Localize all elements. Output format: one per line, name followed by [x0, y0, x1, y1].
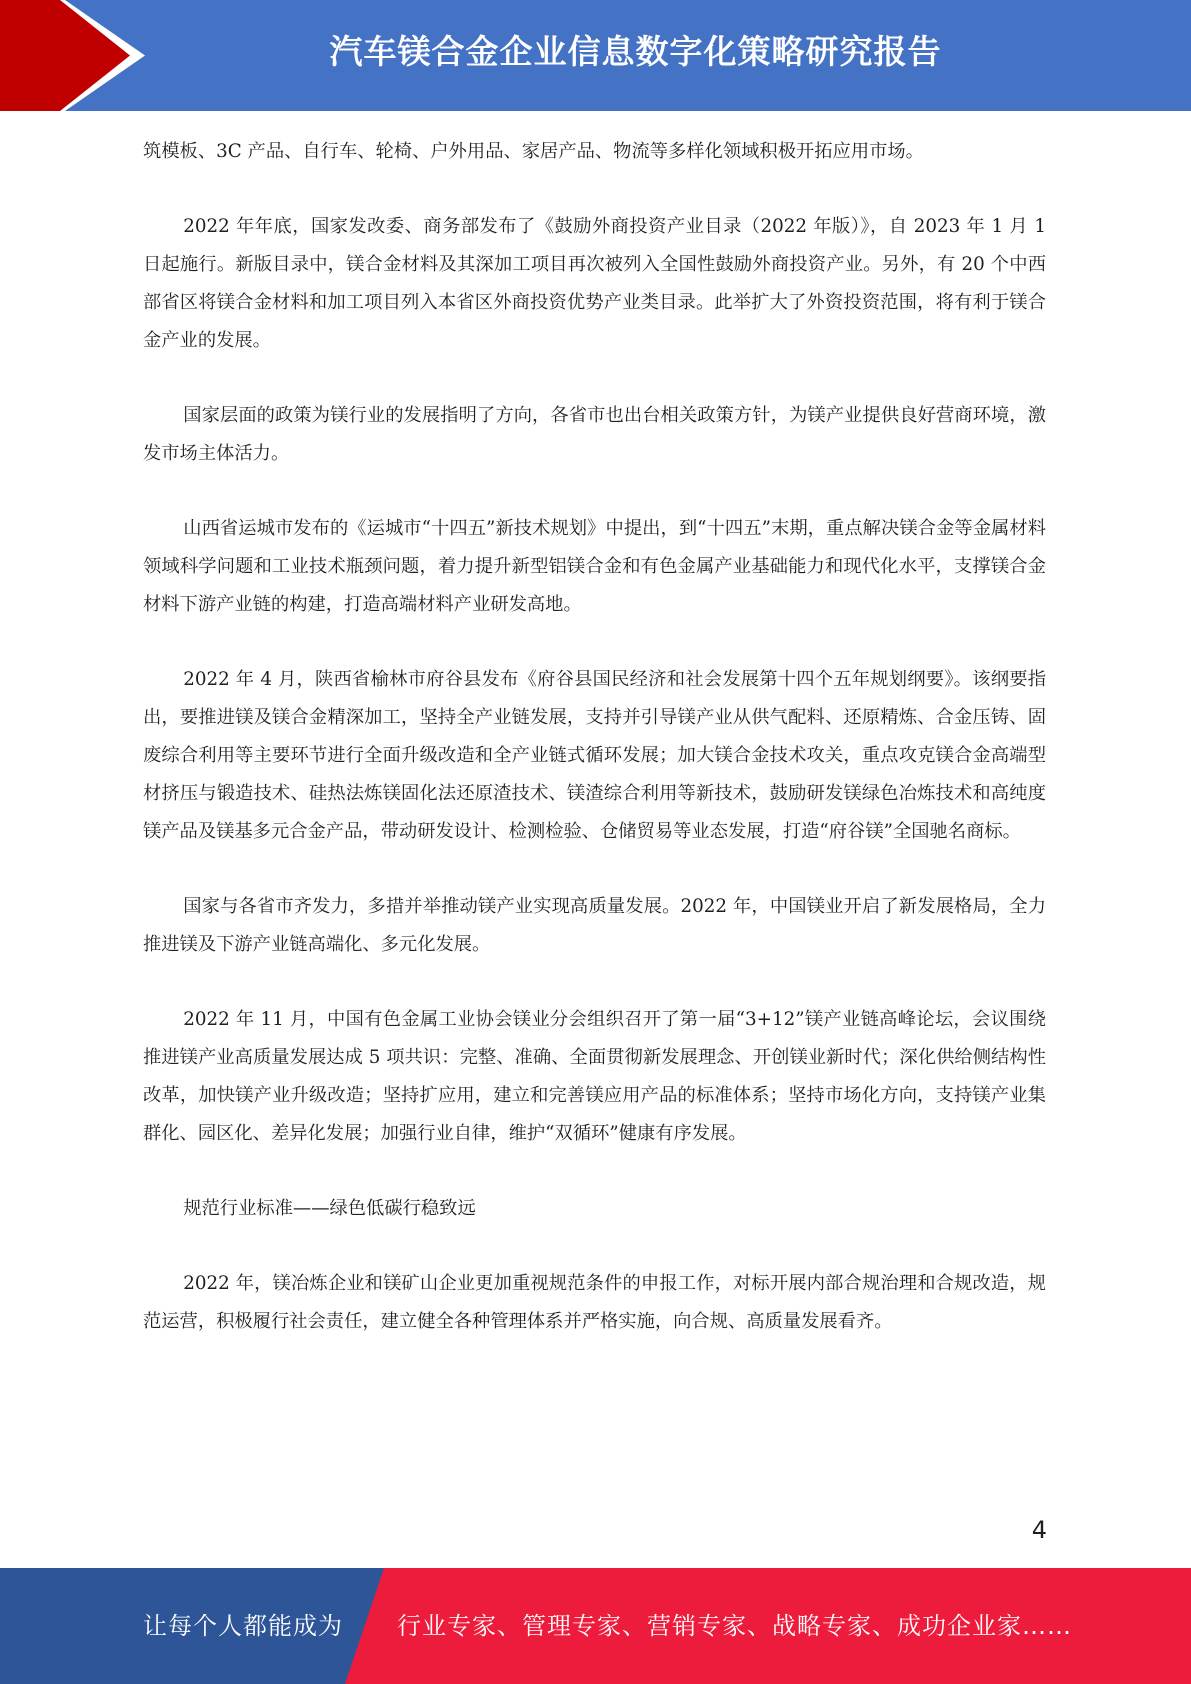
- body-content: [143, 133, 1046, 1378]
- paragraph: 2022 年，镁冶炼企业和镁矿山企业更加重视规范条件的申报工作，对标开展内部合规治理和合规改造，规范运营，积极履行社会责任，建立健全各种管理体系并严格实施，向合规、高质量发展看齐。: [143, 1273, 1046, 1332]
- chevron-arrow-icon: [0, 0, 160, 111]
- page-header: [0, 0, 1191, 111]
- page-number: 4: [1031, 1516, 1047, 1544]
- section-heading: 规范行业标准——绿色低碳行稳致远: [183, 1198, 476, 1219]
- paragraph: 国家与各省市齐发力，多措并举推动镁产业实现高质量发展。2022 年，中国镁业开启了新发展格局，全力推进镁及下游产业链高端化、多元化发展。: [143, 896, 1046, 955]
- paragraph: 山西省运城市发布的《运城市“十四五”新技术规划》中提出，到“十四五”末期，重点解决镁合金等金属材料领域科学问题和工业技术瓶颈问题，着力提升新型铝镁合金和有色金属产业基础能力和现代化水平，支撑镁合金材料下游产业链的构建，打造高端材料产业研发高地。: [143, 518, 1046, 615]
- footer-roles: 行业专家、管理专家、营销专家、战略专家、成功企业家……: [397, 1612, 1072, 1640]
- paragraph: 筑模板、3C 产品、自行车、轮椅、户外用品、家居产品、物流等多样化领域积极开拓应用市场。: [143, 141, 924, 162]
- paragraph: 2022 年年底，国家发改委、商务部发布了《鼓励外商投资产业目录（2022 年版）》，自 2023 年 1 月 1 日起施行。新版目录中，镁合金材料及其深加工项目再次被列入全国性鼓励外商投资产业。另外，有 20 个中西部省区将镁合金材料和加工项目列入本省区外商投资优势产业类目录。此举扩大了外资投资范围，将有利于镁合金产业的发展。: [143, 216, 1046, 351]
- paragraph: 2022 年 4 月，陕西省榆林市府谷县发布《府谷县国民经济和社会发展第十四个五年规划纲要》。该纲要指出，要推进镁及镁合金精深加工，坚持全产业链发展，支持并引导镁产业从供气配料、还原精炼、合金压铸、固废综合利用等主要环节进行全面升级改造和全产业链式循环发展；加大镁合金技术攻关，重点攻克镁合金高端型材挤压与锻造技术、硅热法炼镁固化法还原渣技术、镁渣综合利用等新技术，鼓励研发镁绿色冶炼技术和高纯度镁产品及镁基多元合金产品，带动研发设计、检测检验、仓储贸易等业态发展，打造“府谷镁”全国驰名商标。: [143, 669, 1046, 842]
- paragraph: 2022 年 11 月，中国有色金属工业协会镁业分会组织召开了第一届“3+12”镁产业链高峰论坛，会议围绕推进镁产业高质量发展达成 5 项共识：完整、准确、全面贯彻新发展理念、开创镁业新时代；深化供给侧结构性改革，加快镁产业升级改造；坚持扩应用，建立和完善镁应用产品的标准体系；坚持市场化方向，支持镁产业集群化、园区化、差异化发展；加强行业自律，维护“双循环”健康有序发展。: [143, 1009, 1046, 1144]
- report-title: 汽车镁合金企业信息数字化策略研究报告: [329, 32, 942, 71]
- page-footer: [0, 1568, 1191, 1684]
- paragraph: 国家层面的政策为镁行业的发展指明了方向，各省市也出台相关政策方针，为镁产业提供良好营商环境，激发市场主体活力。: [143, 405, 1046, 464]
- footer-slogan: 让每个人都能成为: [143, 1612, 343, 1640]
